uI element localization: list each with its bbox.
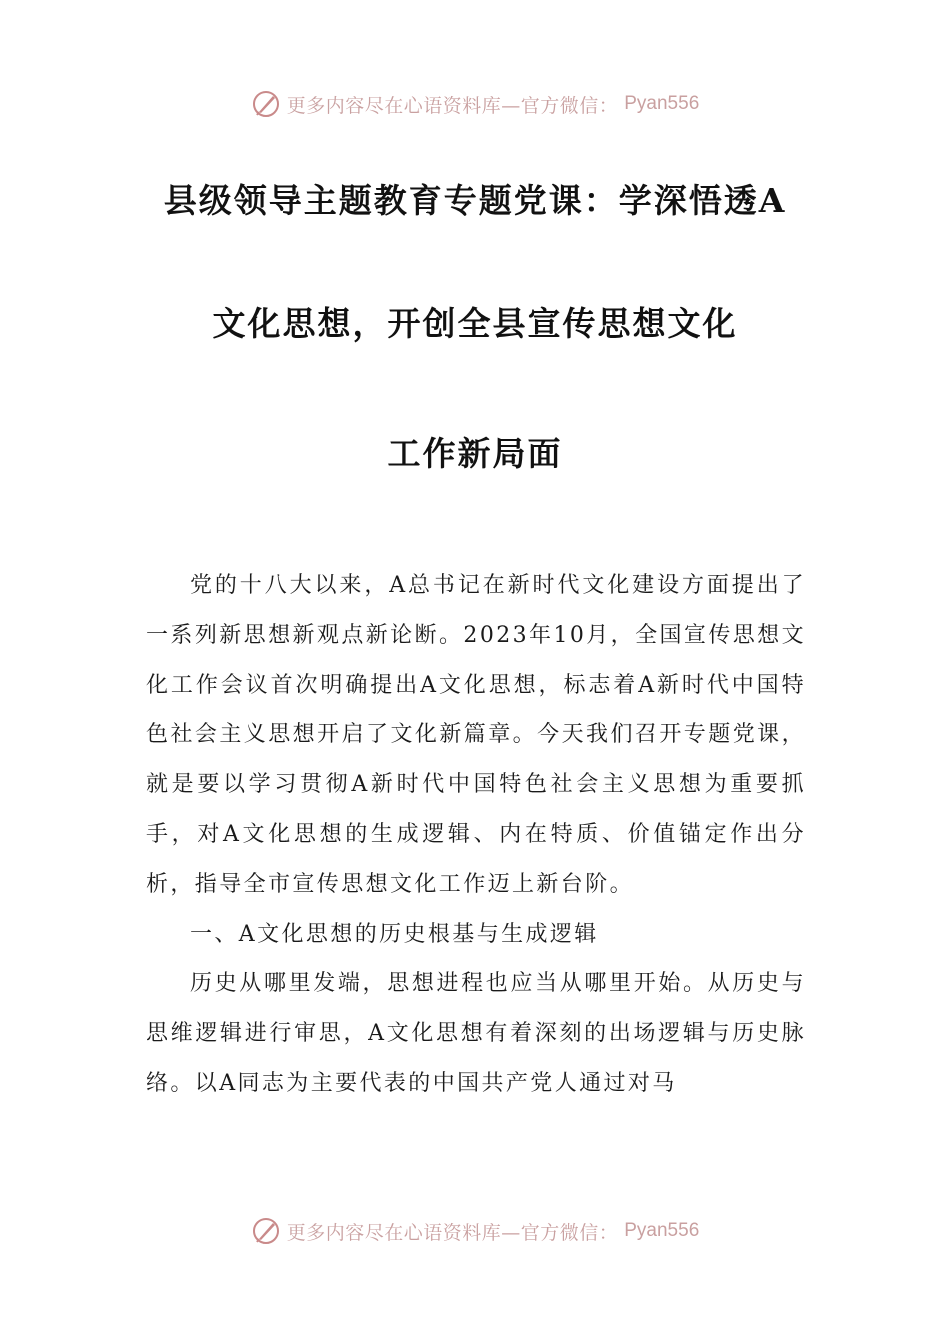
paragraph-history: 历史从哪里发端，思想进程也应当从哪里开始。从历史与思维逻辑进行审思，A文化思想有着深刻的出场逻辑与历史脉络。以A同志为主要代表的中国共产党人通过对马: [146, 971, 806, 1096]
watermark-text: 更多内容尽在心语资料库—官方微信：: [286, 1221, 619, 1244]
watermark-wechat-id: Pyan556: [624, 93, 700, 114]
section-heading-1: 一、A文化思想的历史根基与生成逻辑: [190, 921, 599, 947]
document-title-line-3: 工作新局面: [387, 434, 563, 473]
paragraph-intro: 党的十八大以来，A总书记在新时代文化建设方面提出了一系列新思想新观点新论断。2023年10月，全国宣传思想文化工作会议首次明确提出A文化思想，标志着A新时代中国特色社会主义思想开启了文化新篇章。今天我们召开专题党课，就是要以学习贯彻A新时代中国特色社会主义思想为重要抓手，对A文化思想的生成逻辑、内在特质、价值锚定作出分析，指导全市宣传思想文化工作迈上新台阶。: [146, 573, 806, 897]
watermark-wechat-id: Pyan556: [624, 1220, 700, 1241]
quill-pen-icon: [251, 89, 281, 119]
watermark-banner-bottom: [0, 1211, 950, 1251]
document-body: [146, 561, 806, 1109]
document-title-line-2: 文化思想，开创全县宣传思想文化: [212, 304, 738, 343]
quill-pen-icon: [251, 1216, 281, 1246]
watermark-text: 更多内容尽在心语资料库—官方微信：: [286, 94, 619, 117]
watermark-banner-top: [0, 84, 950, 124]
document-title-line-1: 县级领导主题教育专题党课：学深悟透A: [163, 181, 787, 220]
